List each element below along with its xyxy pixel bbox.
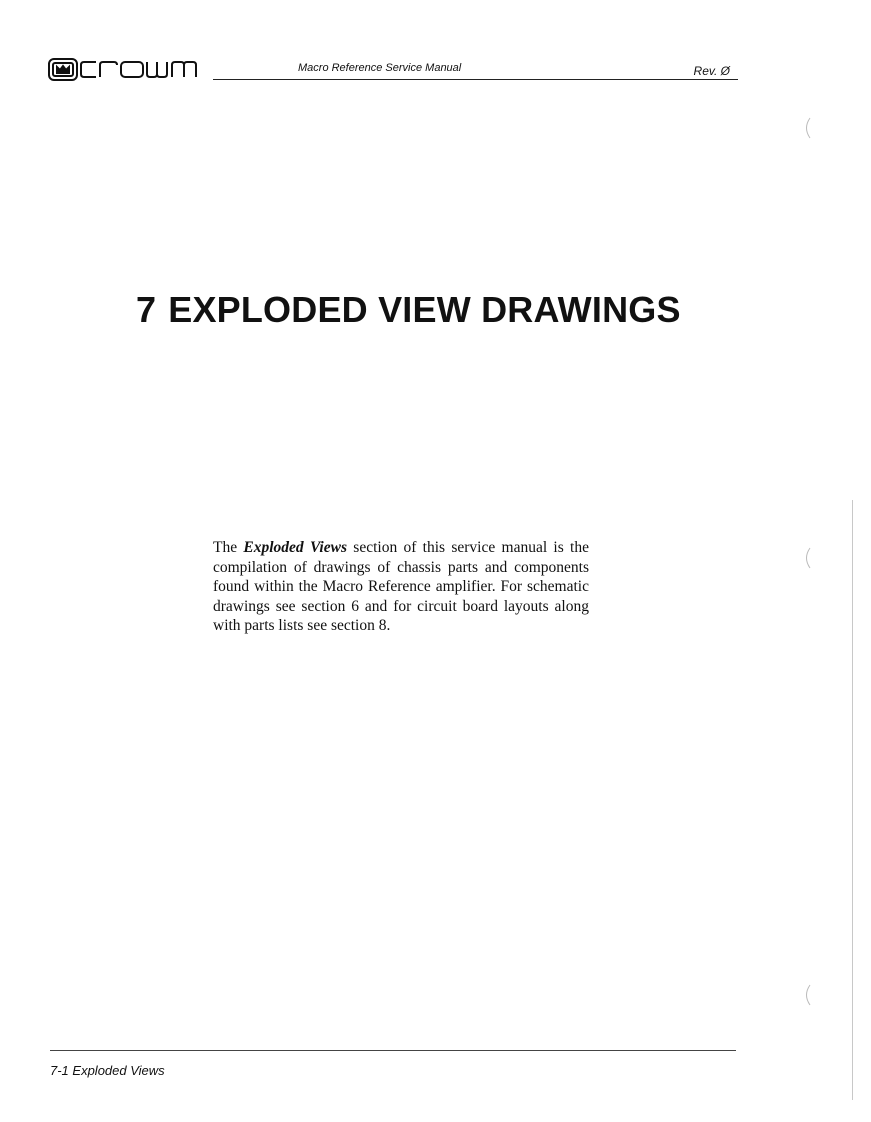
intro-emphasis: Exploded Views [243,539,347,556]
chapter-heading [136,289,681,331]
intro-paragraph [213,538,589,636]
manual-title: Macro Reference Service Manual [298,62,462,74]
chapter-title: EXPLODED VIEW DRAWINGS [168,289,681,330]
footer-rule [50,1050,736,1051]
intro-lead: The [213,539,244,556]
header-rule [213,79,738,80]
footer-label: 7-1 Exploded Views [50,1063,165,1078]
scan-hole-mark [800,983,814,1007]
scan-hole-mark [800,116,814,140]
revision-label: Rev. Ø [693,64,730,78]
crown-logo [48,58,208,82]
scan-hole-mark [800,546,814,570]
page-header [48,58,738,84]
scan-binding-edge [852,500,853,1100]
intro-body: section of this service manual is the compilation of drawings of chassis parts and components found within the Macro Reference amplifier. For schematic drawings see section 6 and for circuit board layouts along with parts lists see section 8. [213,539,589,634]
chapter-number: 7 [136,289,157,330]
